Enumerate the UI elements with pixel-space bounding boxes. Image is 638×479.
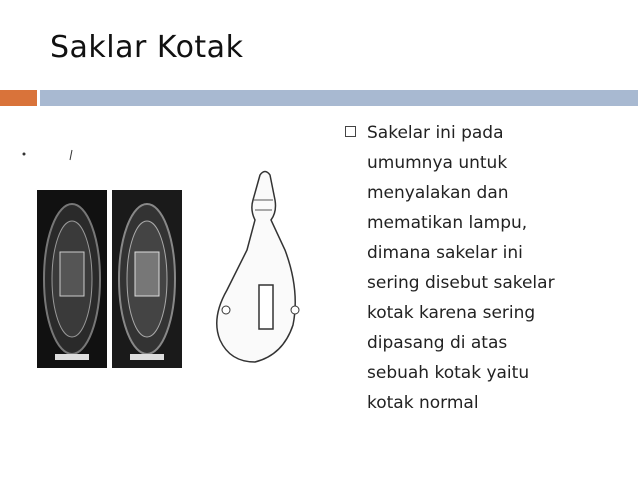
square-bullet-icon xyxy=(345,126,356,137)
switch-angled-view xyxy=(112,190,182,368)
divider-main-segment xyxy=(40,90,638,106)
box-switch-illustration xyxy=(15,140,315,380)
switch-front-view xyxy=(37,190,107,368)
title-divider xyxy=(0,90,638,106)
switch-side-view xyxy=(217,172,299,363)
slide-title: Saklar Kotak xyxy=(50,30,244,65)
box-switch-drawing-svg xyxy=(15,140,315,380)
bullet-item xyxy=(345,118,615,418)
divider-accent-segment xyxy=(0,90,37,106)
bullet-text: Sakelar ini pada umumnya untuk menyalakan dan mematikan lampu, dimana sakelar ini sering disebut sakelar kotak karena sering dipasang di atas sebuah kotak yaitu kotak normal xyxy=(367,123,555,413)
